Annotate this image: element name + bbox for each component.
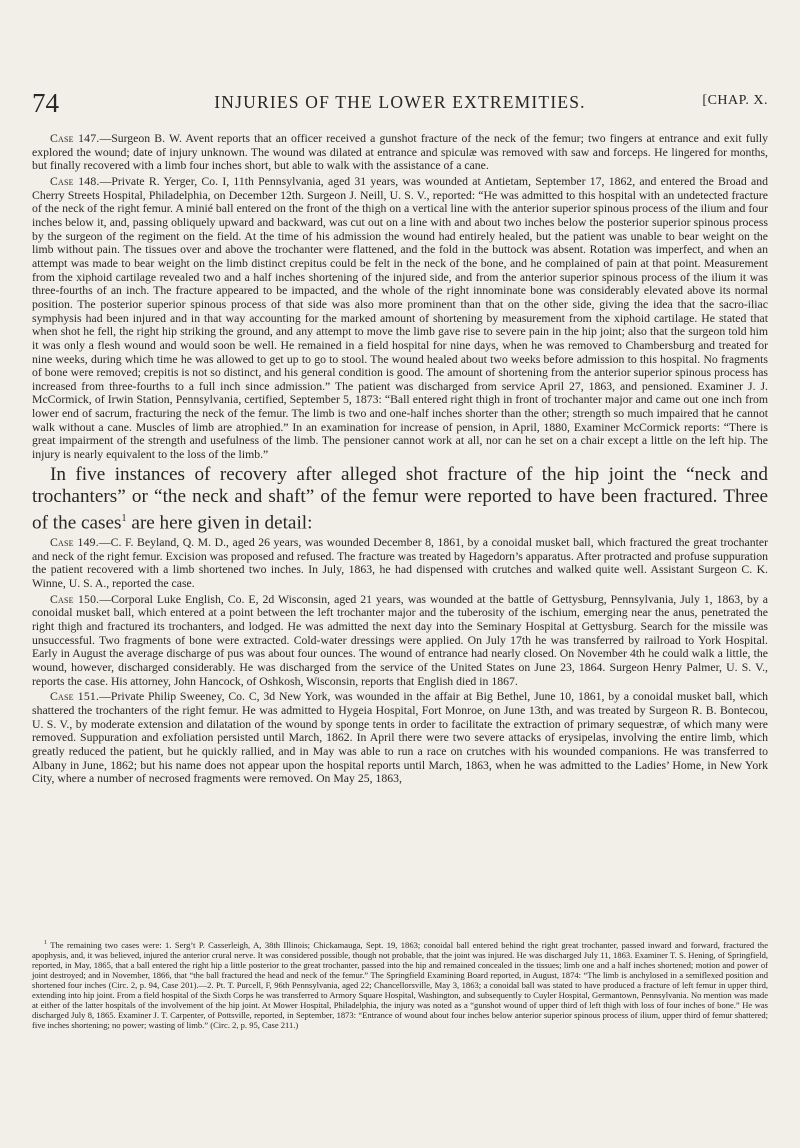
case-147-label: Case 147.: [50, 132, 100, 145]
page-number: 74: [32, 88, 59, 118]
body-text: [32, 132, 768, 788]
case-147-text: —Surgeon B. W. Avent reports that an officer received a gunshot fracture of the neck of the femur; two fingers at entrance and exit fully explored the wound; date of injury unknown. The wound was dilated at entrance and spiculæ was removed with saw and forceps. He lingered for months, but finally recovered with a limb four inches short, but able to walk with the assistance of a cane.: [32, 132, 768, 173]
intro-paragraph: [32, 464, 768, 534]
footnote-1: [32, 938, 768, 1030]
case-150-text: —Corporal Luke English, Co. E, 2d Wisconsin, aged 21 years, was wounded at the battle of Gettysburg, Pennsylvania, July 1, 1863, by a conoidal musket ball, which entered at a point between the left trochanter major and the tuberosity of the ischium, emerging near the anus, penetrated the right thigh and fractured its trochanters, and lodged. He was admitted the next day into the Seminary Hospital at Gettysburg. Search for the missile was unsuccessful. Two fragments of bone were extracted. Cold-water dressings were applied. On July 17th he was transferred by railroad to York Hospital. Early in August the average discharge of pus was about four ounces. The wound of entrance had nearly closed. On November 4th he could walk a little, the wound, however, discharged considerably. He was discharged from the service of the United States on June 23, 1864. Surgeon Henry Palmer, U. S. V., reports the case. His attorney, John Hancock, of Oshkosh, Wisconsin, reports that English died in 1867.: [32, 592, 768, 688]
running-title: INJURIES OF THE LOWER EXTREMITIES.: [214, 92, 586, 112]
intro-text-after: are here given in detail:: [126, 512, 313, 534]
case-149-paragraph: [32, 536, 768, 591]
footnote-text: The remaining two cases were: 1. Serg’t P. Casserleigh, A, 38th Illinois; Chickamauga, Sept. 19, 1863; conoidal ball entered behind the right great trochanter, passed inward and forward, fractured the apophysis, and, it was believed, injured the anterior crural nerve. It was considered possible, though not probable, that the joint was injured. He was discharged July 11, 1863. Examiner T. S. Hening, of Springfield, reported, in May, 1865, that a ball entered the right hip a little posterior to the great trochanter, passed into the hip and remained concealed in the tissues; limb one and a half inches shortened; motion and power of joint destroyed; and in November, 1866, that “the ball fractured the head and neck of the femur.” The Springfield Examining Board reported, in August, 1874: “The limb is anchylosed in a semiflexed position and shortened four inches (Circ. 2, p. 94, Case 201).—2. Pt. T. Purcell, F, 96th Pennsylvania, aged 22; Chancellorsville, May 3, 1863; a conoidal ball was stated to have produced a fracture of left femur in upper third, extending into hip joint. From a field hospital of the Sixth Corps he was transferred to Armory Square Hospital, Washington, and subsequently to Cuyler Hospital, Germantown, Pennsylvania. No mention was made at either of the latter hospitals of the involvement of the hip joint. At Mower Hospital, Philadelphia, the injury was noted as a “gunshot wound of upper third of left thigh with loss of four inches of bone.” He was discharged July 8, 1865. Examiner J. T. Carpenter, of Pottsville, reported, in September, 1873: “Entrance of wound about four inches below anterior superior spinous process of ilium, upper third of femur shattered; five inches shortening; no power; wasting of limb.” (Circ. 2, p. 95, Case 211.): [32, 939, 768, 1031]
case-151-label: Case 151.: [50, 690, 100, 704]
footnote-marker: 1: [44, 940, 47, 946]
case-151-paragraph: [32, 690, 768, 786]
footnote-reference: 1: [121, 512, 127, 524]
intro-text-before: In five instances of recovery after alleged shot fracture of the hip joint the “neck and trochanters” or “the neck and shaft” of the femur were reported to have been fractured. Three of the cases: [32, 463, 768, 534]
running-head: [32, 88, 768, 118]
chapter-label: [CHAP. X.: [702, 93, 768, 108]
case-150-label: Case 150.: [50, 592, 100, 606]
case-151-text: —Private Philip Sweeney, Co. C, 3d New York, was wounded in the affair at Big Bethel, June 10, 1861, by a conoidal musket ball, which shattered the trochanters of the right femur. He was admitted to Hygeia Hospital, Fort Monroe, on June 13th, and was treated by Surgeon R. B. Bontecou, U. S. V., by moderate extension and dilatation of the wound by sponge tents in order to facilitate the extraction of primary sequestræ, of which many were removed. Suppuration and exfoliation persisted until March, 1862. In April there were two severe attacks of erysipelas, involving the entire limb, which greatly reduced the patient, but he quickly rallied, and in May was able to run a race on crutches with his wounded companions. He was transferred to Albany in June, 1862; but his name does not appear upon the hospital reports until March, 1863, when he was admitted to the Ladies’ Home, in New York City, where a number of necrosed fragments were removed. On May 25, 1863,: [32, 690, 768, 786]
footnotes: [32, 938, 768, 1030]
case-149-label: Case 149.: [50, 536, 99, 550]
case-149-text: —C. F. Beyland, Q. M. D., aged 26 years, was wounded December 8, 1861, by a conoidal musket ball, which fractured the great trochanter and neck of the right femur. Excision was proposed and refused. The fracture was treated by Hagedorn’s apparatus. After protracted and profuse suppuration the patient recovered with a limb shortened two inches. In July, 1863, he had dispensed with crutches and walked quite well. Assistant Surgeon C. K. Winne, U. S. A., reported the case.: [32, 536, 768, 591]
case-148-label: Case 148.: [50, 174, 100, 188]
case-147-paragraph: [32, 132, 768, 173]
case-148-text: —Private R. Yerger, Co. I, 11th Pennsylvania, aged 31 years, was wounded at Antietam, September 17, 1862, and entered the Broad and Cherry Streets Hospital, Philadelphia, on December 12th. Surgeon J. Neill, U. S. V., reported: “He was admitted to this hospital with an undetected fracture of the neck of the right femur. A minié ball entered on the front of the thigh on a vertical line with the anterior superior spinous process of the ilium and four inches below it, and, passing obliquely upward and backward, was cut out on a line with and about two inches below the posterior superior spinous process by the surgeon of the regiment on the field. At the time of his admission the wound had entirely healed, but the patient was unable to bear weight on the limb without pain. The tissues over and above the trochanter were flattened, and the fold in the buttock was absent. Rotation was imperfect, and when an attempt was made to bear weight on the limb distinct crepitus could be felt in the neck of the bone, and he complained of pain at that point. Measurement from the xiphoid cartilage revealed two and a half inches shortening of the injured side, and from the anterior superior spinous process of the ilium it was three-fourths of an inch. The fracture appeared to be impacted, and the whole of the right innominate bone was considerably elevated above its normal position. The posterior superior spinous process of that side was also more prominent than that on the other side, giving the idea that the sacro-iliac symphysis had been injured and in that way accounting for the marked amount of shortening by measurement from the xiphoid cartilage. He stated that when shot he fell, the right hip striking the ground, and any attempt to move the limb gave rise to severe pain in the hip joint; also that the surgeon told him it was only a flesh wound and would soon be well. He remained in a field hospital for nine days, when he was removed to Chambersburg and treated for nine weeks, during which time he was allowed to get up to go to stool. The wound healed about two weeks before admission to this hospital. No fragments of bone were removed; crepitis is not so distinct, and his general condition is good. The amount of shortening from the anterior superior spinous process has increased from three-fourths to a full inch since admission.” The patient was discharged from service April 27, 1863, and pensioned. Examiner J. J. McCormick, of Irwin Station, Pennsylvania, certified, September 5, 1873: “Ball entered right thigh in front of trochanter major and came out one inch from lower end of sacrum, fracturing the neck of the femur. The limb is two and one-half inches shorter than the other; strength so much impaired that he cannot walk without a cane. Muscles of limb are atrophied.” In an examination for increase of pension, in April, 1880, Examiner McCormick reports: “There is great impairment of the strength and usefulness of the limb. The pensioner cannot work at all, nor can he set on a chair except a little on the left hip. The injury is nearly equivalent to the loss of the limb.”: [32, 174, 768, 462]
case-148-paragraph: [32, 175, 768, 462]
case-150-paragraph: [32, 593, 768, 689]
